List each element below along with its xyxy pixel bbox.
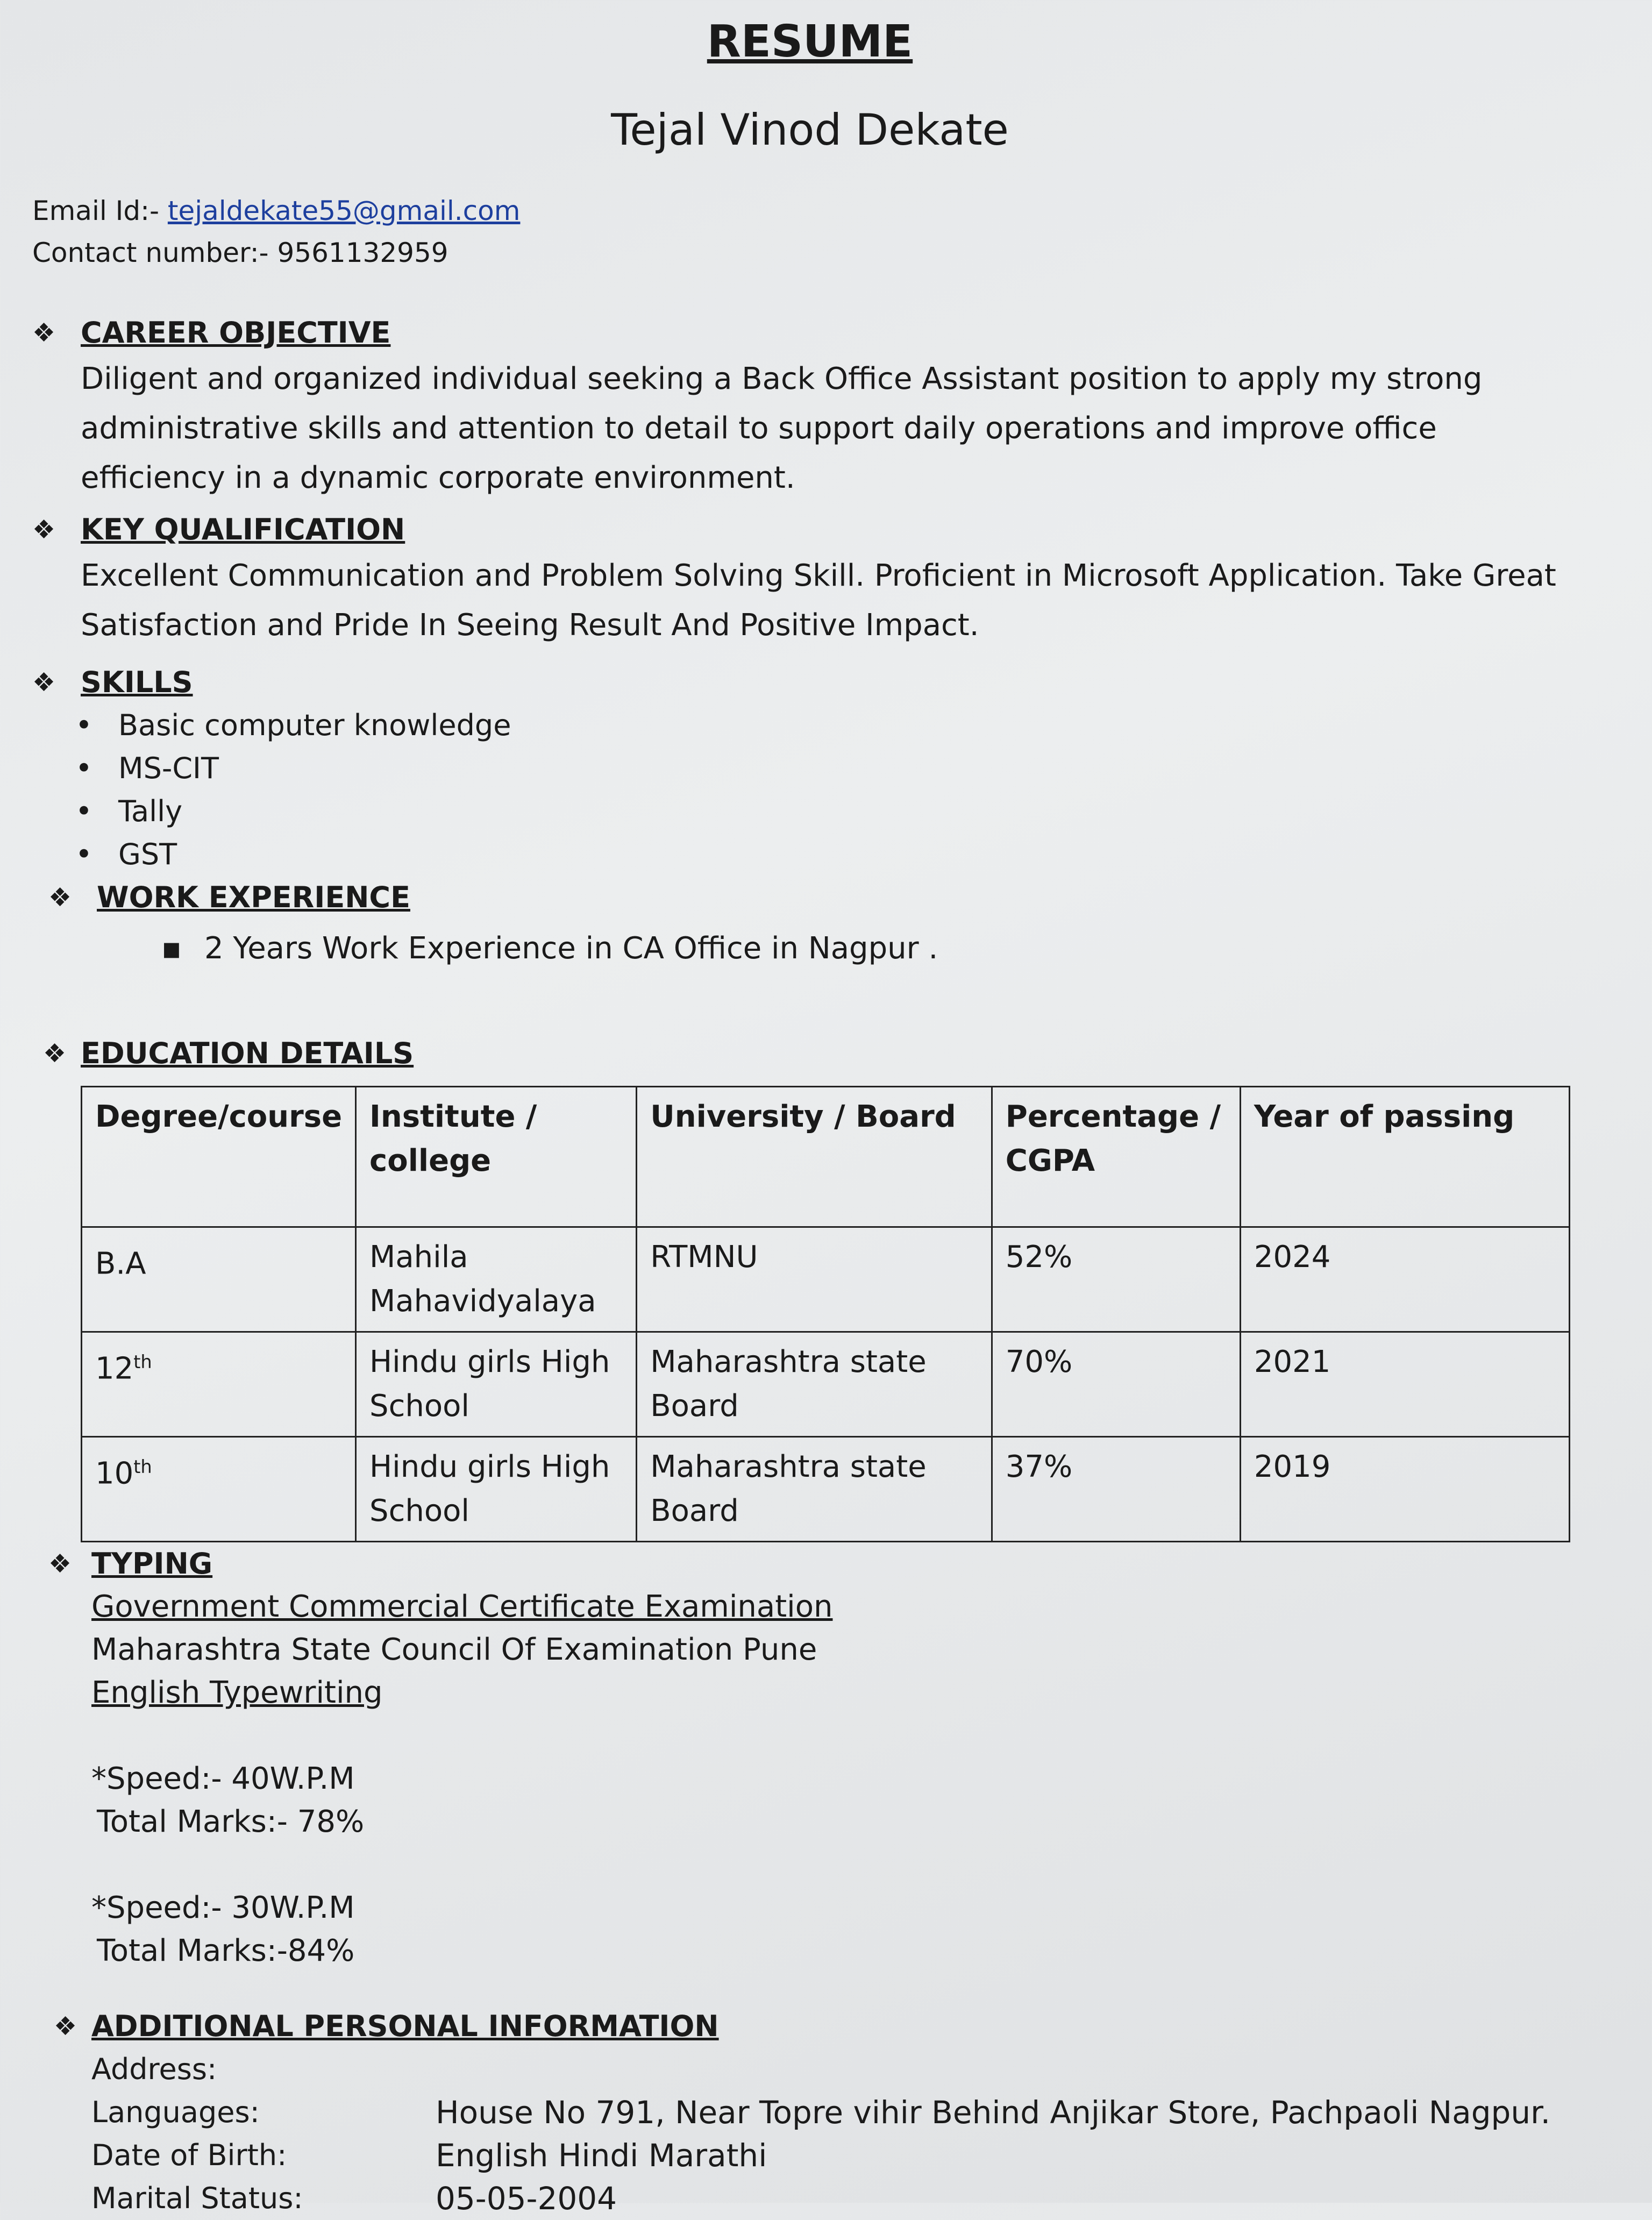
info-label: Address:	[91, 2052, 217, 2086]
typing-exam-name: Government Commercial Certificate Examination	[91, 1589, 833, 1624]
list-item: • Basic computer knowledge	[118, 704, 1587, 747]
career-objective-text: Diligent and organized individual seeking a Back Office Assistant position to apply my strong administrative skills and attention to detail to support daily operations and improve office efficiency in a dynamic corporate environment.	[81, 361, 1483, 495]
info-value: 05-05-2004	[436, 2180, 617, 2217]
phone-line	[32, 232, 1587, 274]
table-row	[82, 1332, 1570, 1437]
contact-block	[32, 190, 1587, 274]
email-label: Email Id:-	[32, 195, 168, 226]
four-diamond-bullet-icon: ❖	[43, 1038, 67, 1069]
personal-info-heading: ADDITIONAL PERSONAL INFORMATION	[91, 2009, 719, 2043]
email-link[interactable]: tejaldekate55@gmail.com	[167, 195, 521, 226]
institute-cell: Hindu girls High School	[356, 1332, 637, 1437]
four-diamond-bullet-icon: ❖	[54, 2011, 77, 2041]
degree-text: 10	[95, 1456, 134, 1491]
info-label: Date of Birth:	[91, 2138, 287, 2172]
personal-info-section	[32, 2005, 1587, 2220]
list-item: • GST	[118, 833, 1587, 876]
column-header: Year of passing	[1240, 1087, 1569, 1227]
typing-council: Maharashtra State Council Of Examination Pune	[91, 1632, 817, 1667]
email-line	[32, 190, 1587, 232]
typing-section	[32, 1542, 1587, 1973]
year-cell: 2019	[1240, 1437, 1569, 1542]
personal-info-grid	[91, 2048, 1587, 2220]
career-objective-header	[32, 311, 1587, 354]
percentage-cell: 52%	[992, 1227, 1240, 1332]
degree-suffix: th	[133, 1456, 152, 1477]
work-experience-list	[204, 924, 1587, 973]
skills-header	[32, 661, 1587, 704]
info-label: Marital Status:	[91, 2181, 303, 2215]
table-row	[82, 1227, 1570, 1332]
board-cell: Maharashtra state Board	[637, 1437, 992, 1542]
skills-list	[118, 704, 1587, 876]
degree-text: B.A	[95, 1246, 146, 1282]
document-title: RESUME	[707, 16, 913, 67]
info-label: Languages:	[91, 2095, 260, 2129]
key-qualification-section	[32, 508, 1587, 650]
four-diamond-bullet-icon: ❖	[48, 1549, 72, 1579]
work-experience-section	[32, 876, 1587, 973]
typing-subject: English Typewriting	[91, 1675, 383, 1710]
four-diamond-bullet-icon: ❖	[32, 318, 56, 348]
work-experience-header	[48, 876, 1587, 919]
info-value: House No 791, Near Topre vihir Behind Anjikar Store, Pachpaoli Nagpur.	[436, 2094, 1551, 2131]
key-qualification-header	[32, 508, 1587, 551]
typing-speed: *Speed:- 30W.P.M	[91, 1890, 355, 1925]
skills-heading: SKILLS	[81, 665, 193, 699]
year-cell: 2021	[1240, 1332, 1569, 1437]
percentage-cell: 70%	[992, 1332, 1240, 1437]
education-table	[81, 1086, 1570, 1542]
typing-marks: Total Marks:- 78%	[97, 1804, 365, 1839]
column-header: University / Board	[637, 1087, 992, 1227]
phone-label: Contact number:-	[32, 237, 277, 268]
candidate-name: Tejal Vinod Dekate	[611, 105, 1009, 155]
list-item: ▪ 2 Years Work Experience in CA Office in Nagpur .	[204, 924, 1587, 973]
degree-cell	[82, 1437, 356, 1542]
year-cell: 2024	[1240, 1227, 1569, 1332]
phone-number: 9561132959	[277, 237, 448, 268]
key-qualification-heading: KEY QUALIFICATION	[81, 513, 405, 546]
degree-text: 12	[95, 1351, 134, 1386]
four-diamond-bullet-icon: ❖	[48, 883, 72, 913]
list-item: • Tally	[118, 790, 1587, 833]
key-qualification-text: Excellent Communication and Problem Solving Skill. Proficient in Microsoft Application. Take Great Satisfaction and Pride In Seeing Result And Positive Impact.	[81, 558, 1556, 643]
personal-info-header	[54, 2005, 1587, 2048]
degree-cell	[82, 1227, 356, 1332]
info-value: English Hindi Marathi	[436, 2137, 767, 2174]
table-row	[82, 1437, 1570, 1542]
education-section	[32, 1032, 1587, 1542]
board-cell: RTMNU	[637, 1227, 992, 1332]
institute-cell: Mahila Mahavidyalaya	[356, 1227, 637, 1332]
education-header	[43, 1032, 1587, 1075]
institute-cell: Hindu girls High School	[356, 1437, 637, 1542]
board-cell: Maharashtra state Board	[637, 1332, 992, 1437]
column-header: Degree/course	[82, 1087, 356, 1227]
four-diamond-bullet-icon: ❖	[32, 667, 56, 698]
education-heading: EDUCATION DETAILS	[81, 1036, 414, 1070]
degree-cell	[82, 1332, 356, 1437]
degree-suffix: th	[133, 1351, 152, 1372]
career-objective-section	[32, 311, 1587, 503]
typing-header	[48, 1542, 1587, 1585]
percentage-cell: 37%	[992, 1437, 1240, 1542]
typing-marks: Total Marks:-84%	[97, 1933, 355, 1968]
four-diamond-bullet-icon: ❖	[32, 515, 56, 545]
column-header: Institute / college	[356, 1087, 637, 1227]
typing-heading: TYPING	[91, 1547, 213, 1581]
typing-details	[91, 1585, 1587, 1973]
skills-section	[32, 661, 1587, 876]
typing-speed: *Speed:- 40W.P.M	[91, 1761, 355, 1796]
work-experience-heading: WORK EXPERIENCE	[97, 880, 410, 914]
list-item: • MS-CIT	[118, 747, 1587, 790]
career-objective-heading: CAREER OBJECTIVE	[81, 316, 391, 350]
table-header-row	[82, 1087, 1570, 1227]
column-header: Percentage / CGPA	[992, 1087, 1240, 1227]
